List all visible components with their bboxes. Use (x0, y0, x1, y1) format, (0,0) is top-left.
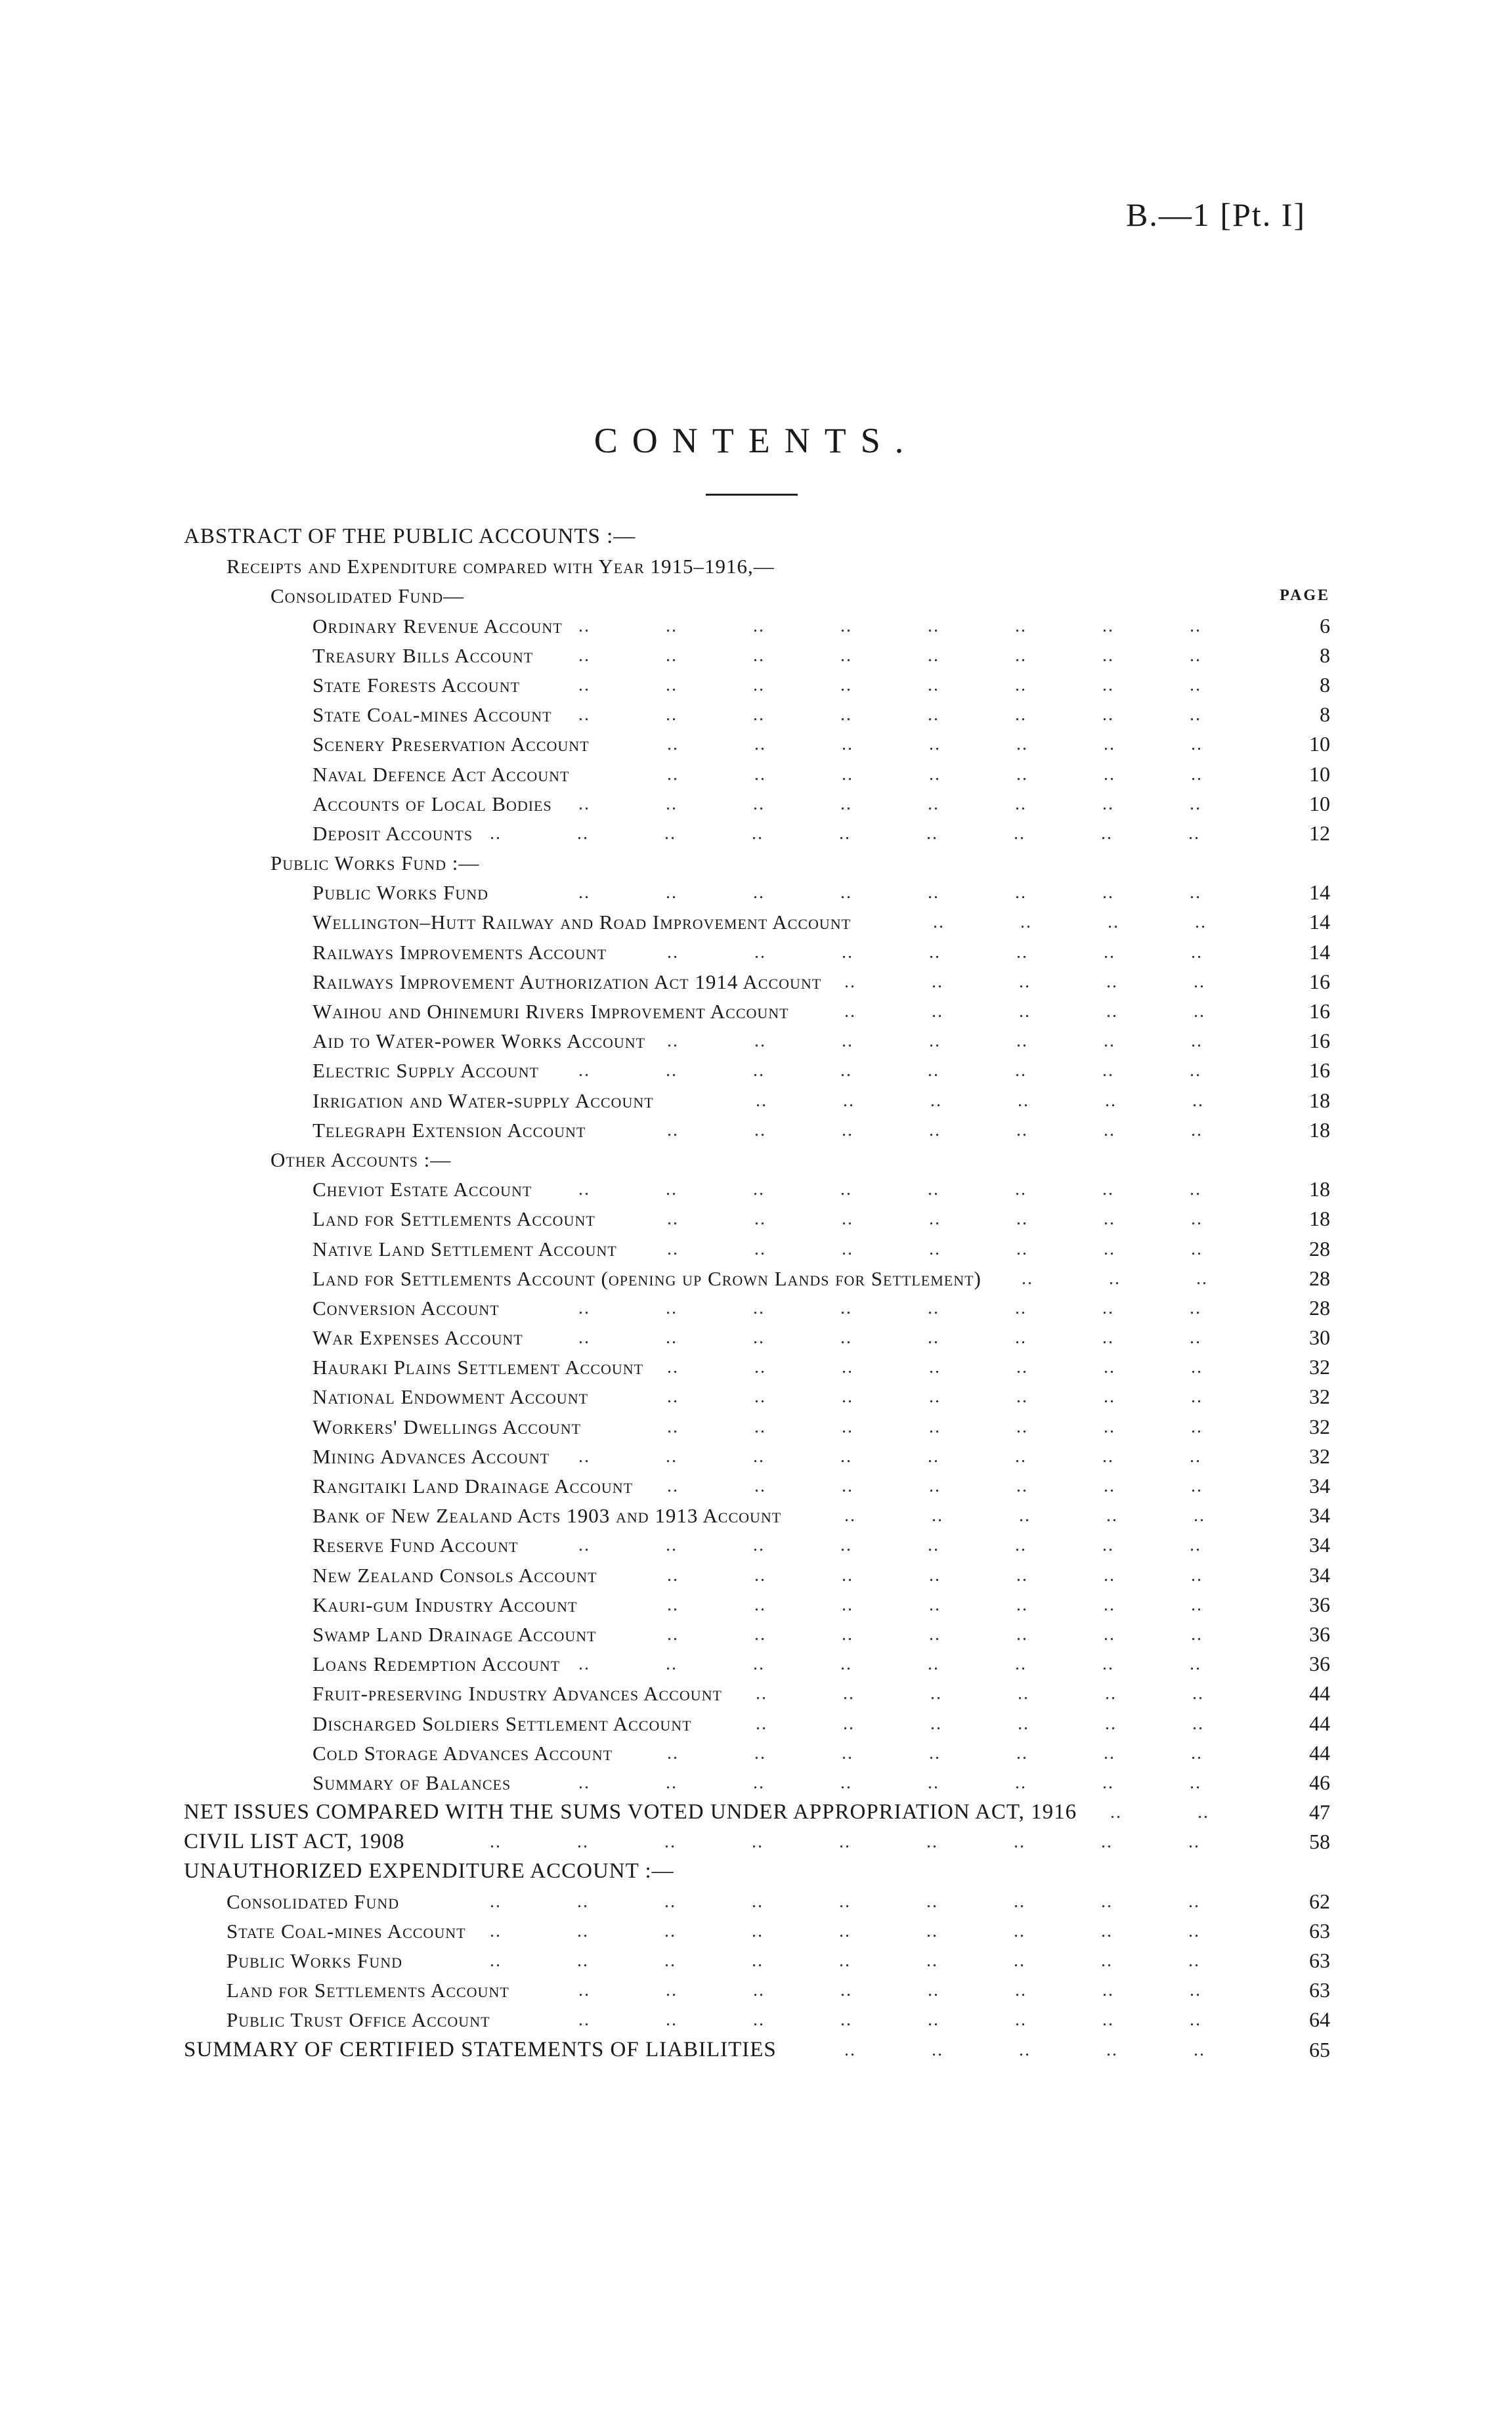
toc-entry-page: 28 (1309, 1266, 1330, 1290)
dot-leader: .. .. .. .. .. .. .. .. (578, 1535, 1201, 1556)
toc-entry (0, 1679, 1512, 1708)
dot-leader: .. .. .. .. .. (844, 2039, 1205, 2060)
toc-entry (0, 1471, 1512, 1501)
page-column-heading: PAGE (1280, 587, 1330, 605)
dot-leader: .. .. .. .. .. .. .. .. (578, 615, 1201, 636)
dot-leader: .. .. .. .. .. .. .. .. (578, 1446, 1201, 1467)
toc-entry-page: 58 (1309, 1830, 1330, 1854)
toc-entry-label: NET ISSUES COMPARED WITH THE SUMS VOTED UNDER APPROPRIATION ACT, 1916 (184, 1800, 1077, 1824)
toc-entry-label: Public Trust Office Account (227, 2008, 490, 2032)
toc-entry-page: 44 (1309, 1711, 1330, 1735)
toc-entry (0, 1561, 1512, 1590)
toc-entry-page: 32 (1309, 1355, 1330, 1379)
toc-entry-page: 44 (1309, 1681, 1330, 1706)
toc-entry-page: 16 (1309, 1058, 1330, 1083)
toc-entry-page: 14 (1309, 880, 1330, 905)
toc-entry-label: State Coal-mines Account (227, 1919, 466, 1943)
toc-entry (0, 789, 1512, 819)
toc-entry (0, 1382, 1512, 1411)
toc-entry (0, 1590, 1512, 1620)
toc-entry (0, 1975, 1512, 2005)
dot-leader: .. .. .. .. .. .. (756, 1090, 1204, 1111)
toc-entry (0, 967, 1512, 997)
toc-entry-page: 8 (1320, 672, 1330, 697)
toc-entry (0, 1293, 1512, 1323)
toc-entry (0, 1530, 1512, 1560)
toc-entry-page: 63 (1309, 1949, 1330, 1972)
toc-entry-page: 14 (1309, 939, 1330, 964)
toc-entry-page: 36 (1309, 1592, 1330, 1616)
toc-entry-label: Bank of New Zealand Acts 1903 and 1913 Account (313, 1504, 782, 1528)
toc-entry (0, 1649, 1512, 1679)
toc-entry-label: New Zealand Consols Account (313, 1563, 597, 1587)
toc-entry-page: 32 (1309, 1414, 1330, 1438)
toc-entry (0, 760, 1512, 789)
toc-entry-page: 36 (1309, 1652, 1330, 1676)
toc-entry (0, 1026, 1512, 1056)
toc-entry-page: 8 (1320, 702, 1330, 727)
toc-entry-page: 47 (1309, 1800, 1330, 1824)
toc-entry (0, 1056, 1512, 1085)
dot-leader: .. .. .. .. .. .. .. .. (578, 2010, 1201, 2031)
toc-entry (0, 997, 1512, 1026)
dot-leader: .. .. .. .. .. .. .. .. (578, 704, 1201, 725)
dot-leader: .. .. .. .. .. .. .. (667, 1357, 1203, 1378)
toc-entry-label: Rangitaiki Land Drainage Account (313, 1475, 634, 1498)
toc-entry-label: Accounts of Local Bodies (313, 792, 552, 815)
toc-entry-label: Mining Advances Account (313, 1444, 550, 1468)
toc-entry (0, 1145, 1512, 1174)
toc-entry-label: Public Works Fund :— (270, 851, 480, 875)
dot-leader: .. .. .. .. .. .. .. .. (578, 674, 1201, 695)
toc-entry (0, 700, 1512, 729)
toc-entry-page: 30 (1309, 1325, 1330, 1350)
toc-entry (0, 1412, 1512, 1442)
dot-leader: .. .. .. .. .. .. .. (667, 764, 1203, 785)
dot-leader: .. .. .. .. .. .. .. .. (578, 1297, 1201, 1318)
toc-entry (0, 1352, 1512, 1382)
dot-leader: .. .. .. .. .. (844, 1001, 1205, 1022)
toc-entry-label: Treasury Bills Account (313, 643, 534, 667)
dot-leader: .. .. .. .. .. .. .. .. (578, 1179, 1201, 1200)
toc-entry (0, 1798, 1512, 1827)
toc-entry (0, 1709, 1512, 1738)
toc-entry-page: 34 (1309, 1562, 1330, 1587)
toc-entry-label: Waihou and Ohinemuri Rivers Improvement Account (313, 1000, 789, 1023)
toc-entry-label: UNAUTHORIZED EXPENDITURE ACCOUNT :— (184, 1859, 674, 1884)
toc-entry-page: 63 (1309, 1978, 1330, 2002)
toc-entry-page: 18 (1309, 1177, 1330, 1201)
dot-leader: .. .. .. .. .. .. (756, 1713, 1204, 1734)
toc-entry-label: Land for Settlements Account (opening up Crown Lands for Settlement) (313, 1266, 982, 1290)
toc-entry-label: Public Works Fund (227, 1949, 403, 1972)
toc-entry (0, 1916, 1512, 1946)
toc-entry-page: 34 (1309, 1503, 1330, 1528)
table-of-contents (0, 522, 1512, 2065)
toc-entry-page: 6 (1320, 613, 1330, 637)
toc-entry-label: Conversion Account (313, 1296, 500, 1320)
toc-entry (0, 1827, 1512, 1857)
toc-entry-label: Railways Improvements Account (313, 940, 607, 964)
toc-entry-label: Receipts and Expenditure compared with Year 1915–1916,— (227, 555, 775, 578)
dot-leader: .. .. .. (1022, 1268, 1208, 1289)
dot-leader: .. .. .. .. .. .. (756, 1683, 1204, 1704)
toc-entry-label: Hauraki Plains Settlement Account (313, 1356, 644, 1379)
toc-entry-page: 16 (1309, 969, 1330, 993)
toc-entry (0, 1768, 1512, 1798)
toc-entry-page: 46 (1309, 1770, 1330, 1794)
page-title: CONTENTS. (594, 421, 918, 460)
toc-entry (0, 551, 1512, 581)
dot-leader: .. .. .. .. (933, 912, 1207, 933)
dot-leader: .. .. .. .. .. .. .. .. (578, 1654, 1201, 1675)
toc-entry-label: National Endowment Account (313, 1385, 589, 1409)
dot-leader: .. .. .. .. .. .. .. .. (578, 882, 1201, 903)
toc-entry (0, 1887, 1512, 1916)
toc-entry-label: Workers' Dwellings Account (313, 1415, 582, 1438)
toc-entry-label: Electric Supply Account (313, 1059, 539, 1083)
toc-entry (0, 819, 1512, 848)
toc-entry-label: Discharged Soldiers Settlement Account (313, 1712, 692, 1735)
dot-leader: .. .. .. .. .. .. .. .. (578, 1980, 1201, 2001)
dot-leader: .. .. .. .. .. .. .. .. .. (490, 1920, 1200, 1941)
toc-entry-page: 34 (1309, 1474, 1330, 1498)
toc-entry-label: Reserve Fund Account (313, 1534, 519, 1557)
toc-entry-label: Loans Redemption Account (313, 1652, 561, 1676)
dot-leader: .. .. .. .. .. .. .. .. (578, 1327, 1201, 1348)
toc-entry (0, 1501, 1512, 1530)
toc-entry (0, 1323, 1512, 1352)
toc-entry-label: Public Works Fund (313, 881, 489, 905)
toc-entry (0, 1264, 1512, 1293)
toc-entry (0, 1442, 1512, 1471)
toc-entry-page: 44 (1309, 1740, 1330, 1765)
dot-leader: .. .. .. .. .. .. .. .. (578, 1060, 1201, 1081)
dot-leader: .. .. .. .. .. .. .. (667, 1742, 1203, 1763)
toc-entry (0, 522, 1512, 551)
toc-entry-label: Fruit-preserving Industry Advances Account (313, 1682, 722, 1706)
toc-entry-page: 12 (1309, 821, 1330, 845)
toc-entry (0, 1738, 1512, 1768)
toc-entry-label: Irrigation and Water-supply Account (313, 1088, 654, 1112)
toc-entry-label: Consolidated Fund (227, 1889, 400, 1913)
dot-leader: .. .. .. .. .. .. .. (667, 941, 1203, 962)
toc-entry (0, 1857, 1512, 1886)
toc-entry (0, 1946, 1512, 1975)
dot-leader: .. .. .. .. .. .. .. .. .. (490, 823, 1200, 844)
toc-entry-label: War Expenses Account (313, 1326, 523, 1350)
toc-entry-label: Other Accounts :— (270, 1148, 452, 1171)
dot-leader: .. .. .. .. .. .. .. .. .. (490, 1891, 1200, 1912)
toc-entry (0, 848, 1512, 878)
dot-leader: .. .. .. .. .. .. .. (667, 1416, 1203, 1437)
toc-entry-label: Summary of Balances (313, 1771, 511, 1794)
toc-entry-page: 28 (1309, 1295, 1330, 1320)
toc-entry (0, 1204, 1512, 1234)
toc-entry-label: State Forests Account (313, 673, 521, 697)
toc-entry (0, 1086, 1512, 1115)
toc-entry-label: Ordinary Revenue Account (313, 614, 563, 637)
dot-leader: .. .. .. .. .. .. .. .. (578, 645, 1201, 666)
toc-entry-page: 28 (1309, 1236, 1330, 1261)
toc-entry-page: 10 (1309, 732, 1330, 756)
dot-leader: .. .. .. .. .. .. .. (667, 1387, 1203, 1408)
toc-entry (0, 1234, 1512, 1264)
toc-entry (0, 581, 1512, 611)
toc-entry-label: Swamp Land Drainage Account (313, 1622, 597, 1646)
toc-entry-page: 32 (1309, 1444, 1330, 1468)
dot-leader: .. .. .. .. .. .. .. .. .. (490, 1832, 1200, 1853)
toc-entry-label: Telegraph Extension Account (313, 1118, 586, 1142)
dot-leader: .. .. .. .. .. .. .. .. (578, 793, 1201, 814)
toc-entry-page: 34 (1309, 1533, 1330, 1557)
toc-entry-label: ABSTRACT OF THE PUBLIC ACCOUNTS :— (184, 525, 636, 548)
dot-leader: .. .. .. .. .. .. .. (667, 1594, 1203, 1615)
toc-entry (0, 907, 1512, 937)
toc-entry (0, 2035, 1512, 2065)
toc-entry (0, 611, 1512, 641)
toc-entry-page: 18 (1309, 1088, 1330, 1112)
toc-entry (0, 2005, 1512, 2035)
toc-entry-page: 18 (1309, 1117, 1330, 1142)
toc-entry-label: Scenery Preservation Account (313, 733, 590, 756)
title-underline (706, 494, 798, 496)
toc-entry-page: 8 (1320, 643, 1330, 667)
toc-entry-label: Cold Storage Advances Account (313, 1741, 613, 1765)
toc-entry-page: 10 (1309, 791, 1330, 815)
toc-entry-label: Wellington–Hutt Railway and Road Improvement Account (313, 911, 852, 934)
toc-entry-label: Land for Settlements Account (227, 1979, 509, 2002)
toc-entry-label: Land for Settlements Account (313, 1207, 595, 1231)
toc-entry-label: Aid to Water-power Works Account (313, 1029, 646, 1053)
dot-leader: .. .. .. .. .. .. .. (667, 1476, 1203, 1496)
toc-entry-page: 64 (1309, 2008, 1330, 2032)
toc-entry-page: 18 (1309, 1207, 1330, 1231)
toc-entry (0, 937, 1512, 967)
toc-entry-label: State Coal-mines Account (313, 703, 552, 727)
dot-leader: .. .. .. .. .. .. .. (667, 1564, 1203, 1585)
dot-leader: .. .. .. .. .. .. .. (667, 734, 1203, 755)
toc-entry-page: 16 (1309, 1029, 1330, 1053)
toc-entry-label: Naval Defence Act Account (313, 762, 570, 786)
dot-leader: .. .. .. .. .. .. .. (667, 1031, 1203, 1052)
dot-leader: .. .. .. .. .. .. .. (667, 1119, 1203, 1140)
dot-leader: .. .. .. .. .. .. .. (667, 1624, 1203, 1645)
toc-entry-page: 63 (1309, 1918, 1330, 1943)
dot-leader: .. .. (1110, 1802, 1209, 1823)
toc-entry (0, 729, 1512, 759)
dot-leader: .. .. .. .. .. .. .. .. .. (490, 1950, 1200, 1971)
toc-entry-label: CIVIL LIST ACT, 1908 (184, 1830, 405, 1854)
toc-entry-label: Railways Improvement Authorization Act 1914 Account (313, 970, 822, 993)
toc-entry-page: 62 (1309, 1889, 1330, 1913)
toc-entry (0, 670, 1512, 700)
toc-entry-page: 65 (1309, 2037, 1330, 2061)
dot-leader: .. .. .. .. .. (844, 971, 1205, 992)
toc-entry (0, 641, 1512, 670)
dot-leader: .. .. .. .. .. .. .. (667, 1238, 1203, 1259)
toc-entry-page: 14 (1309, 910, 1330, 934)
dot-leader: .. .. .. .. .. .. .. .. (578, 1772, 1201, 1793)
dot-leader: .. .. .. .. .. (844, 1505, 1205, 1526)
toc-entry-label: Cheviot Estate Account (313, 1178, 532, 1201)
toc-entry-page: 10 (1309, 762, 1330, 786)
toc-entry (0, 1115, 1512, 1145)
toc-entry (0, 878, 1512, 907)
toc-entry (0, 1174, 1512, 1204)
toc-entry-page: 36 (1309, 1622, 1330, 1646)
toc-entry-label: Kauri-gum Industry Account (313, 1593, 578, 1616)
toc-entry (0, 1620, 1512, 1649)
toc-entry-page: 32 (1309, 1385, 1330, 1409)
toc-entry-label: Deposit Accounts (313, 821, 473, 845)
dot-leader: .. .. .. .. .. .. .. (667, 1209, 1203, 1230)
toc-entry-label: Native Land Settlement Account (313, 1237, 617, 1261)
document-reference: B.—1 [Pt. I] (1126, 196, 1306, 233)
toc-entry-label: SUMMARY OF CERTIFIED STATEMENTS OF LIABILITIES (184, 2037, 777, 2061)
toc-entry-page: 16 (1309, 999, 1330, 1023)
toc-entry-label: Consolidated Fund— (270, 584, 465, 608)
